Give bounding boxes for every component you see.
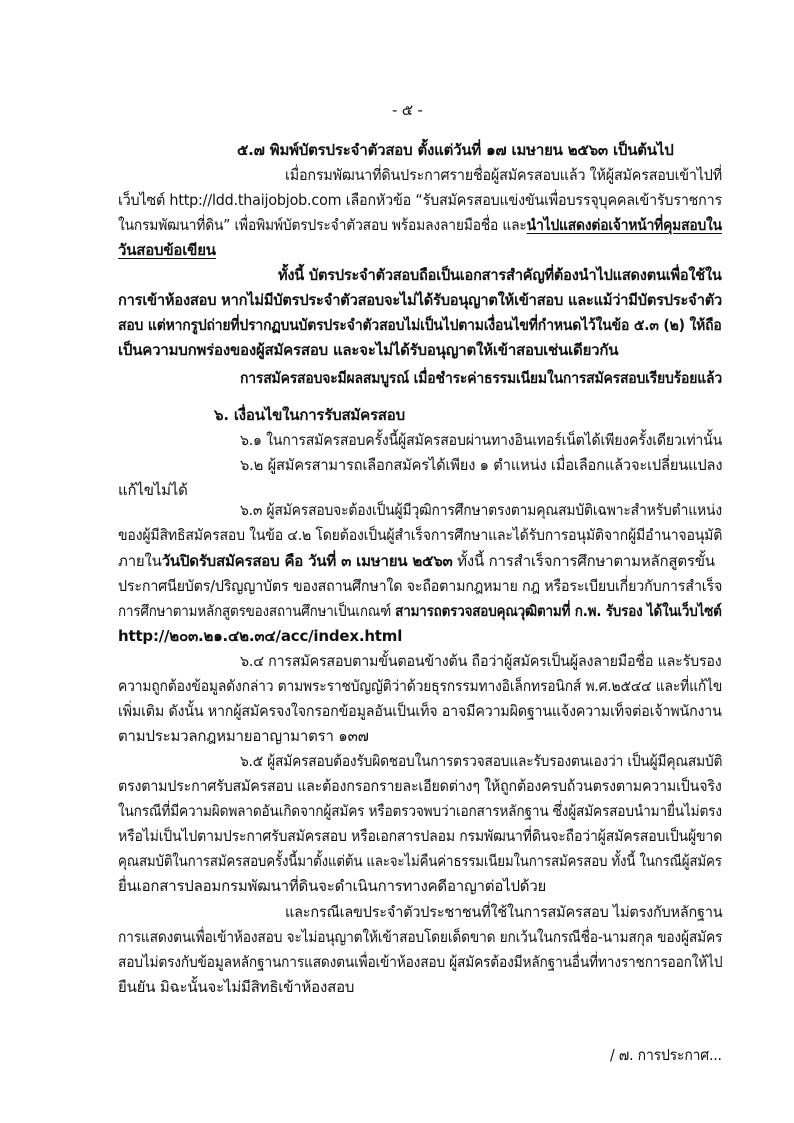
item-6-5: ๖.๕ ผู้สมัครสอบต้องรับผิดชอบในการตรวจสอบและรับรองตนเองว่า เป็นผู้มีคุณสมบัติ [240, 752, 723, 770]
paragraph-line: แก้ไขไม่ได้ [118, 481, 188, 499]
text-run: ทั้งนี้ การสำเร็จการศึกษาตามหลักสูตรขั้น [452, 552, 715, 570]
paragraph-line [118, 215, 722, 235]
paragraph-line: การแสดงตนเพื่อเข้าห้องสอบ จะไม่อนุญาตให้เข้าสอบโดยเด็ดขาด ยกเว้นในกรณีชื่อ-นามสกุล ของผู้สมัคร [118, 928, 723, 946]
text-run: ในกรมพัฒนาที่ดิน” เพื่อพิมพ์บัตรประจำตัวสอบ พร้อมลงลายมือชื่อ และ [118, 216, 527, 234]
paragraph-line: การเข้าห้องสอบ หากไม่มีบัตรประจำตัวสอบจะไม่ได้รับอนุญาตให้เข้าสอบ และแม้ว่ามีบัตรประจำตัว [118, 291, 723, 309]
text-run: การศึกษาตามหลักสูตรของสถานศึกษาเป็นเกณฑ์ [118, 602, 396, 620]
text-run: ภายใน [118, 552, 162, 570]
paragraph-line [118, 551, 715, 571]
paragraph-line: เว็บไซต์ http://ldd.thaijobjob.com เลือกหัวข้อ “รับสมัครสอบแข่งขันเพื่อบรรจุบุคคลเข้ารับราชการ [118, 191, 723, 209]
section-5-7-heading: ๕.๗ พิมพ์บัตรประจำตัวสอบ ตั้งแต่วันที่ ๑๗ เมษายน ๒๕๖๓ เป็นต้นไป [237, 141, 674, 159]
paragraph-line: คุณสมบัติในการสมัครสอบครั้งนี้มาตั้งแต่ต้น และจะไม่คืนค่าธรรมเนียมในการสมัครสอบ ทั้งนี้ ในกรณีผู้สมัคร [118, 852, 722, 870]
paragraph-line: เพิ่มเติม ดังนั้น หากผู้สมัครจงใจกรอกข้อมูลอันเป็นเท็จ อาจมีความผิดฐานแจ้งความเท็จต่อเจ้าพนักงาน [118, 702, 722, 720]
paragraph-line: ของผู้มีสิทธิสมัครสอบ ในข้อ ๔.๒ โดยต้องเป็นผู้สำเร็จการศึกษาและได้รับการอนุมัติจากผู้มีอำนาจอนุมัติ [118, 526, 723, 544]
section-6-heading: ๖. เงื่อนไขในการรับสมัครสอบ [214, 406, 405, 424]
item-6-2: ๖.๒ ผู้สมัครสามารถเลือกสมัครได้เพียง ๑ ตำแหน่ง เมื่อเลือกแล้วจะเปลี่ยนแปลง [240, 456, 723, 474]
emphasis-text: นำไปแสดงต่อเจ้าหน้าที่คุมสอบใน [526, 216, 722, 234]
paragraph-line: ประกาศนียบัตร/ปริญญาบัตร ของสถานศึกษาใด จะถือตามกฎหมาย กฎ หรือระเบียบเกี่ยวกับการสำเร็จ [118, 577, 723, 595]
paragraph-line: ความถูกต้องข้อมูลดังกล่าว ตามพระราชบัญญัติว่าด้วยธุรกรรมทางอิเล็กทรอนิกส์ พ.ศ.๒๕๔๔ และที่แก้ไข [118, 677, 723, 695]
paragraph-line: สอบไม่ตรงกับข้อมูลหลักฐานการแสดงตนเพื่อเข้าห้องสอบ ผู้สมัครต้องมีหลักฐานอื่นที่ทางราชการออกให้ไป [118, 953, 723, 971]
emphasis-text: วันปิดรับสมัครสอบ คือ วันที่ ๓ เมษายน ๒๕๖๓ [161, 552, 453, 570]
paragraph-line: เป็นความบกพร่องของผู้สมัครสอบ และจะไม่ได้รับอนุญาตให้เข้าสอบเช่นเดียวกัน [118, 341, 619, 359]
item-6-4: ๖.๔ การสมัครสอบตามขั้นตอนข้างต้น ถือว่าผู้สมัครเป็นผู้ลงลายมือชื่อ และรับรอง [240, 652, 722, 670]
paragraph-line: และกรณีเลขประจำตัวประชาชนที่ใช้ในการสมัครสอบ ไม่ตรงกับหลักฐาน [285, 903, 723, 921]
completion-note: การสมัครสอบจะมีผลสมบูรณ์ เมื่อชำระค่าธรรมเนียมในการสมัครสอบเรียบร้อยแล้ว [240, 369, 723, 387]
paragraph-line: ทั้งนี้ บัตรประจำตัวสอบถือเป็นเอกสารสำคัญที่ต้องนำไปแสดงตนเพื่อใช้ใน [278, 266, 722, 284]
paragraph-line: ในกรณีที่มีความผิดพลาดอันเกิดจากผู้สมัคร หรือตรวจพบว่าเอกสารหลักฐาน ซึ่งผู้สมัครสอบนำมายื่นไม่ตรง [118, 802, 722, 820]
paragraph-line [118, 601, 722, 621]
item-6-1: ๖.๑ ในการสมัครสอบครั้งนี้ผู้สมัครสอบผ่านทางอินเทอร์เน็ตได้เพียงครั้งเดียวเท่านั้น [240, 431, 723, 449]
paragraph-line: ตรงตามประกาศรับสมัครสอบ และต้องกรอกรายละเอียดต่างๆ ให้ถูกต้องครบถ้วนตรงตามความเป็นจริง [118, 777, 722, 795]
paragraph-line: ตามประมวลกฎหมายอาญามาตรา ๑๓๗ [118, 727, 369, 745]
paragraph-line: หรือไม่เป็นไปตามประกาศรับสมัครสอบ หรือเอกสารปลอม กรมพัฒนาที่ดินจะถือว่าผู้สมัครสอบเป็นผู้ขาด [118, 827, 723, 845]
item-6-3: ๖.๓ ผู้สมัครสอบจะต้องเป็นผู้มีวุฒิการศึกษาตรงตามคุณสมบัติเฉพาะสำหรับตำแหน่ง [240, 501, 722, 519]
emphasis-text: สามารถตรวจสอบคุณวุฒิตามที่ ก.พ. รับรอง ได้ในเว็บไซต์ [395, 602, 722, 620]
page-number: - ๕ - [392, 101, 423, 119]
paragraph-line: เมื่อกรมพัฒนาที่ดินประกาศรายชื่อผู้สมัครสอบแล้ว ให้ผู้สมัครสอบเข้าไปที่ [285, 166, 722, 184]
accreditation-url: http://๒๐๓.๒๑.๔๒.๓๔/acc/index.html [118, 627, 403, 645]
continuation-note: / ๗. การประกาศ... [610, 1046, 722, 1064]
emphasis-text: วันสอบข้อเขียน [118, 241, 216, 259]
paragraph-line: สอบ แต่หากรูปถ่ายที่ปรากฏบนบัตรประจำตัวสอบไม่เป็นไปตามเงื่อนไขที่กำหนดไว้ในข้อ ๕.๓ (๒) ให้ถือ [118, 316, 722, 334]
paragraph-line: ยื่นเอกสารปลอมกรมพัฒนาที่ดินจะดำเนินการทางคดีอาญาต่อไปด้วย [118, 877, 547, 895]
paragraph-line: ยืนยัน มิฉะนั้นจะไม่มีสิทธิเข้าห้องสอบ [118, 978, 355, 996]
